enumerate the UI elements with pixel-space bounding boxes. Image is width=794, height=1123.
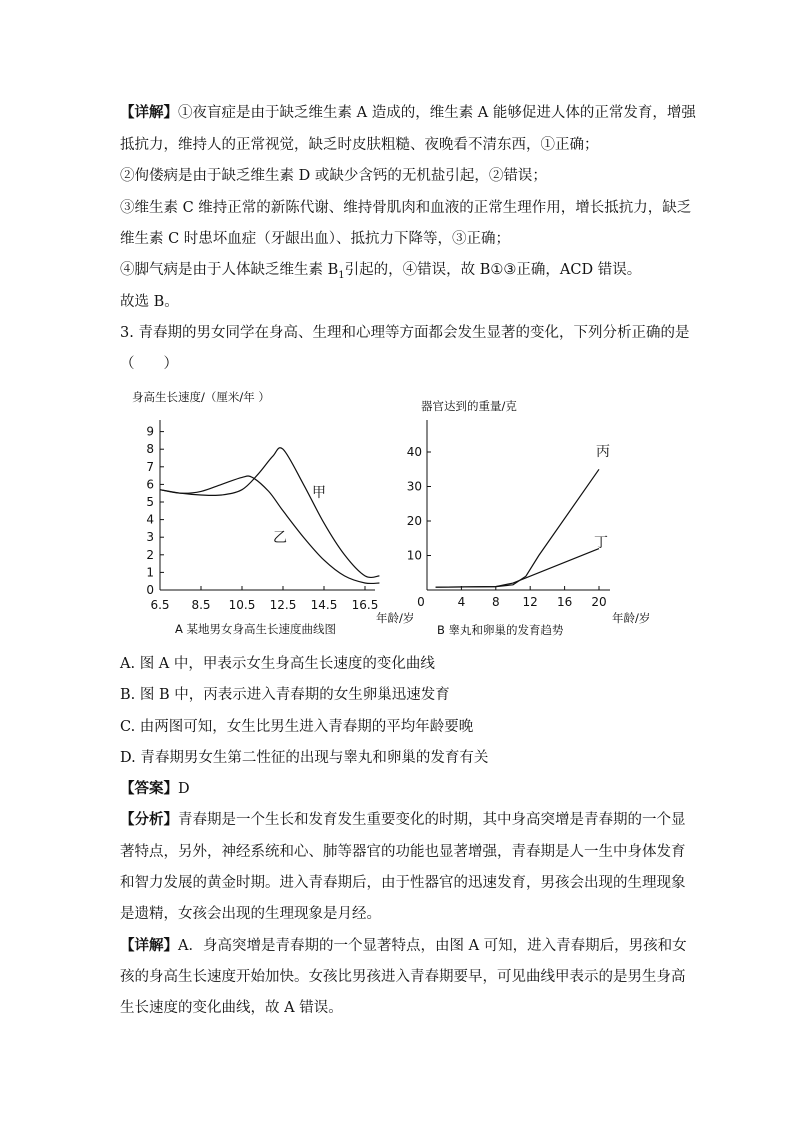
- chart-a-title: A 某地男女身高生长速度曲线图: [175, 622, 337, 636]
- series-jia-line: [160, 448, 379, 578]
- option-b: B. 图 B 中，丙表示进入青春期的女生卵巢迅速发育: [120, 687, 450, 703]
- chart-b-ytick-label: 10: [406, 548, 422, 563]
- series-jia-label: 甲: [312, 485, 326, 501]
- detail-line-1: 【详解】①夜盲症是由于缺乏维生素 A 造成的，维生素 A 能够促进人体的正常发育，增强: [120, 104, 696, 121]
- chart-a-ytick-label: 0: [146, 583, 154, 597]
- detail-line-6: ④脚气病是由于人体缺乏维生素 $B_1$引起的，④错误，故 B①③正确，ACD 错误。: [120, 262, 642, 281]
- chart-b-origin: 0: [417, 595, 425, 609]
- analysis-line-3: 和智力发展的黄金时期。进入青春期后，由于性器官的迅速发育，男孩会出现的生理现象: [120, 875, 686, 891]
- chart-b: [405, 390, 665, 640]
- chart-a-xtick-label: 16.5: [351, 598, 379, 612]
- chart-b-xtick-label: 16: [556, 595, 573, 609]
- answer-value: D: [178, 781, 190, 797]
- chart-b-ylabel: 器官达到的重量/克: [421, 399, 517, 413]
- series-bing-label: 丙: [596, 444, 610, 460]
- chart-a-xtick-label: 6.5: [150, 598, 170, 612]
- chart-a-ytick-label: 8: [146, 442, 154, 457]
- option-d: D. 青春期男女生第二性征的出现与睾丸和卵巢的发育有关: [120, 750, 489, 766]
- answer-line: [120, 779, 680, 799]
- series-ding-label: 丁: [594, 535, 608, 551]
- detail-line-3: ②佝偻病是由于缺乏维生素 D 或缺少含钙的无机盐引起，②错误；: [120, 168, 547, 184]
- chart-b-xtick-label: 8: [491, 595, 500, 609]
- chart-b-xtick-label: 20: [591, 595, 607, 609]
- conclusion-line: 故选 B。: [120, 294, 179, 310]
- series-bing-line: [436, 469, 599, 587]
- series-yi-label: 乙: [273, 530, 287, 546]
- chart-a-ytick-label: 1: [146, 565, 154, 580]
- analysis-tag: 【分析】: [120, 811, 178, 828]
- analysis-line-1: 【分析】青春期是一个生长和发育发生重要变化的时期，其中身高突增是青春期的一个显: [120, 811, 686, 828]
- detail2-line-3: 生长速度的变化曲线，故 A 错误。: [120, 1000, 343, 1016]
- option-c: C. 由两图可知，女生比男生进入青春期的平均年龄要晚: [120, 719, 474, 735]
- detail2-tag: 【详解】: [120, 937, 178, 954]
- question-stem: 3. 青春期的男女同学在身高、生理和心理等方面都会发生显著的变化，下列分析正确的是: [120, 325, 690, 341]
- chart-b-ytick-label: 20: [406, 514, 422, 528]
- detail-tag: 【详解】: [120, 104, 178, 121]
- detail2-line-2: 孩的身高生长速度开始加快。女孩比男孩进入青春期要早，可见曲线甲表示的是男生身高: [120, 969, 686, 985]
- analysis-line-4: 是遗精，女孩会出现的生理现象是月经。: [120, 906, 381, 922]
- chart-a-xtick-label: 8.5: [191, 598, 211, 612]
- chart-a-ytick-label: 5: [146, 495, 154, 509]
- chart-a-ylabel: 身高生长速度/（厘米/年 ）: [132, 390, 270, 404]
- chart-a-xtick-label: 12.5: [269, 598, 297, 612]
- detail-line-2: 抵抗力，维持人的正常视觉，缺乏时皮肤粗糙、夜晚看不清东西，①正确；: [120, 137, 599, 153]
- chart-b-xtick-label: 4: [457, 595, 466, 609]
- analysis-line-2: 著特点，另外，神经系统和心、肺等器官的功能也显著增强，青春期是人一生中身体发育: [120, 844, 686, 860]
- chart-b-ytick-label: 40: [406, 445, 422, 459]
- chart-a-ytick-label: 9: [146, 424, 154, 439]
- chart-a-xlabel: 年龄/岁: [376, 611, 415, 625]
- chart-b-xtick-label: 12: [522, 595, 538, 609]
- answer-tag: 【答案】: [120, 780, 178, 797]
- chart-a-ytick-label: 2: [146, 547, 154, 562]
- chart-a-ytick-label: 6: [146, 477, 154, 492]
- chart-b-ytick-label: 30: [406, 479, 422, 494]
- chart-a-ytick-label: 7: [146, 459, 154, 474]
- series-yi-line: [160, 476, 379, 583]
- option-a: A. 图 A 中，甲表示女生身高生长速度的变化曲线: [120, 656, 435, 672]
- chart-a-ytick-label: 3: [146, 530, 154, 545]
- chart-b-title: B 睾丸和卵巢的发育趋势: [437, 623, 564, 637]
- chart-a-xtick-label: 10.5: [228, 598, 256, 612]
- detail-line-5: 维生素 C 时患坏血症（牙龈出血）、抵抗力下降等，③正确；: [120, 231, 511, 247]
- detail-line-4: ③维生素 C 维持正常的新陈代谢、维持骨肌肉和血液的正常生理作用，增长抵抗力，缺乏: [120, 200, 692, 216]
- detail2-line-1: 【详解】A．身高突增是青春期的一个显著特点，由图 A 可知，进入青春期后，男孩和女: [120, 937, 687, 954]
- series-ding-line: [436, 549, 599, 588]
- chart-a-xtick-label: 14.5: [310, 598, 338, 612]
- chart-b-xlabel: 年龄/岁: [612, 611, 651, 625]
- question-blank: （ ）: [120, 356, 178, 372]
- chart-a-ytick-label: 4: [146, 512, 154, 527]
